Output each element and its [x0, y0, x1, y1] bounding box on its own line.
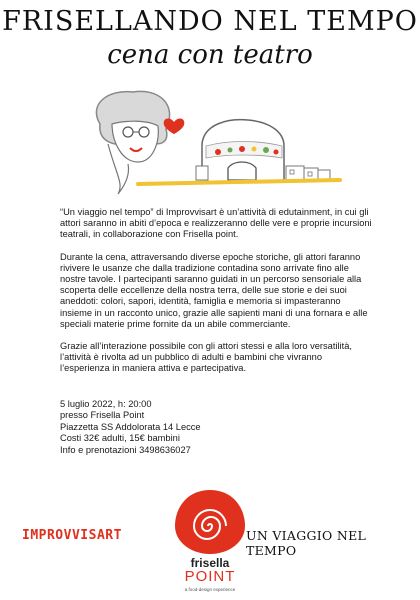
frisella-point-tagline: a food-design experience: [184, 587, 236, 592]
grandmother-oven-illustration: [78, 84, 348, 204]
frisella-point-logo: [165, 488, 255, 598]
event-venue: presso Frisella Point: [60, 410, 145, 421]
ground-line: [138, 180, 340, 184]
viaggio-nel-tempo-logo: UN VIAGGIO NEL TEMPO: [246, 528, 367, 558]
frisella-spiral-icon: [165, 488, 255, 558]
event-date: 5 luglio 2022, h: 20:00: [60, 399, 152, 409]
description-paragraph: Durante la cena, attraversando diverse epoche storiche, gli attori faranno rivivere le usanze che dalla tradizione contadina sono arrivate fino alle nostre tavole. I partecipanti saranno guidati in un percorso sensoriale alla scoperta delle eccellenze della nostra terra, delle sue storie e dei suoi aneddoti: colori, sapori, identità, famiglia e memoria si impasteranno insieme in un racconto unico, grazie alle sapienti mani di una fornara e alle speciali materie prime fornite da un abile commerciante.: [60, 251, 368, 329]
description-paragraph: “Un viaggio nel tempo” di Improvvisart è un’attività di edutainment, in cui gli attori saranno in abiti d’epoca e realizzeranno delle vere e proprie incursioni teatrali, in collaborazione con Frisella point.: [60, 207, 372, 240]
improvvisart-logo: IMPROVVISART: [22, 528, 122, 543]
description: [60, 207, 372, 386]
frisella-point-name: frisella: [190, 556, 230, 570]
page-subtitle: cena con teatro: [107, 40, 313, 70]
frisella-point-word: POINT: [184, 568, 236, 585]
description-paragraph: Grazie all’interazione possibile con gli attori stessi e alla loro versatilità, l’attività è rivolta ad un pubblico di adulti e bambini che vivranno l’esperienza in maniera attiva e partecipativa.: [60, 341, 352, 374]
page-title: FRISELLANDO NEL TEMPO: [2, 6, 418, 37]
event-info: [60, 399, 360, 456]
event-address: Piazzetta SS Addolorata 14 Lecce: [60, 421, 201, 432]
event-contact: Info e prenotazioni 3498636027: [60, 444, 191, 455]
event-prices: Costi 32€ adulti, 15€ bambini: [60, 433, 180, 444]
